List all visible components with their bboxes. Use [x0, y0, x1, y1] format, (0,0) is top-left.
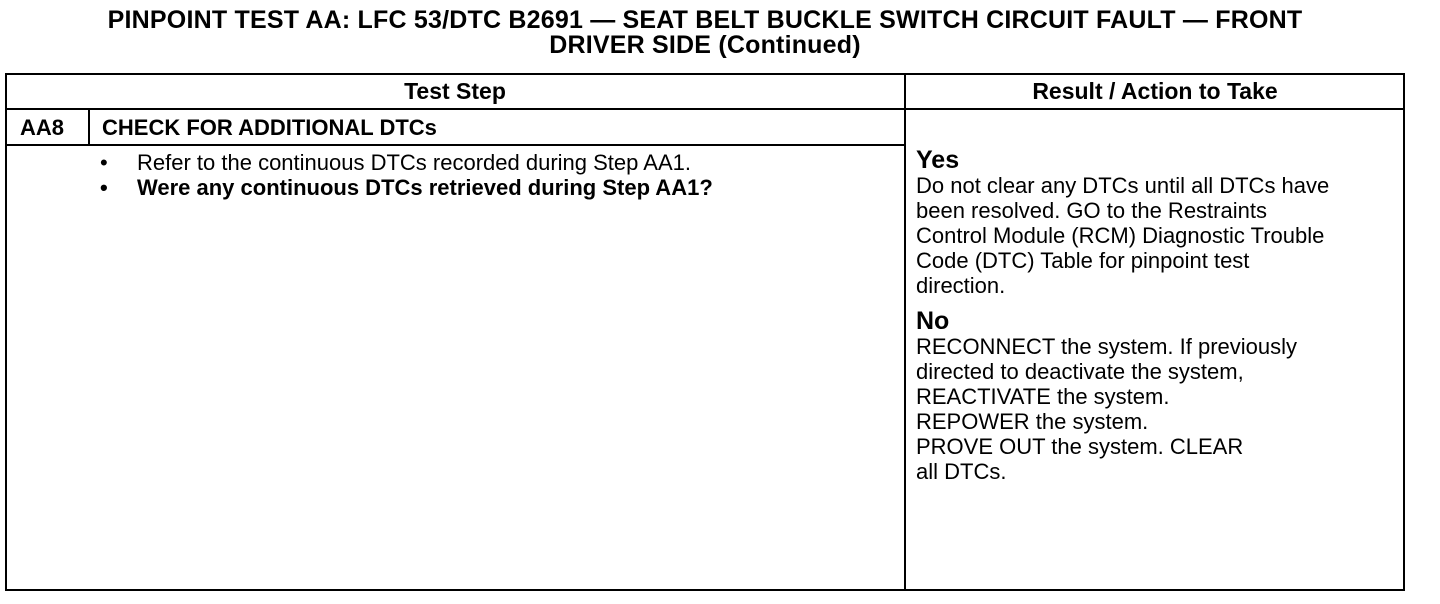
result-yes-line: Control Module (RCM) Diagnostic Trouble — [916, 223, 1325, 248]
step-id-divider — [88, 109, 90, 145]
list-item — [100, 150, 713, 175]
page-title-line-1: PINPOINT TEST AA: LFC 53/DTC B2691 — SEAT BELT BUCKLE SWITCH CIRCUIT FAULT — FRONT — [107, 6, 1303, 34]
bullet-icon: • — [100, 150, 108, 175]
result-yes-line: Do not clear any DTCs until all DTCs have — [916, 173, 1330, 198]
page-title — [0, 8, 1410, 58]
instruction-text: Refer to the continuous DTCs recorded during Step AA1. — [137, 150, 691, 175]
step-heading-divider — [5, 144, 905, 146]
question-text: Were any continuous DTCs retrieved during Step AA1? — [137, 175, 713, 200]
step-instructions — [100, 150, 713, 200]
result-no-line: all DTCs. — [916, 459, 1007, 484]
header-result-action: Result / Action to Take — [1032, 78, 1278, 104]
header-test-step: Test Step — [404, 78, 506, 104]
result-yes-line: direction. — [916, 273, 1006, 298]
result-no-label: No — [916, 307, 950, 335]
result-no-line: directed to deactivate the system, — [916, 359, 1244, 384]
step-heading: CHECK FOR ADDITIONAL DTCs — [102, 115, 437, 140]
result-yes-line: Code (DTC) Table for pinpoint test — [916, 248, 1250, 273]
column-divider — [904, 73, 906, 591]
result-no-line: REACTIVATE the system. — [916, 384, 1170, 409]
header-divider — [5, 108, 1405, 110]
result-yes-label: Yes — [916, 146, 960, 174]
bullet-icon: • — [100, 175, 108, 200]
list-item — [100, 175, 713, 200]
page-title-line-2: DRIVER SIDE (Continued) — [549, 31, 861, 59]
result-yes-line: been resolved. GO to the Restraints — [916, 198, 1267, 223]
result-no — [916, 308, 1396, 484]
result-no-line: RECONNECT the system. If previously — [916, 334, 1298, 359]
step-id: AA8 — [20, 115, 65, 140]
result-yes — [916, 147, 1396, 298]
result-no-line: PROVE OUT the system. CLEAR — [916, 434, 1244, 459]
result-no-line: REPOWER the system. — [916, 409, 1149, 434]
